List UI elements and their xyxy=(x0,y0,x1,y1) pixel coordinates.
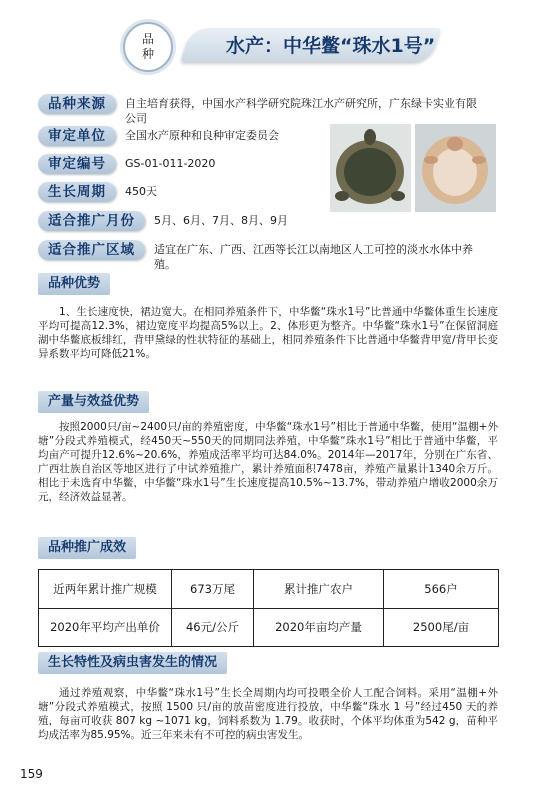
section-title-growth: 生长特性及病虫害发生的情况 xyxy=(38,652,227,674)
promotion-table xyxy=(38,569,499,647)
label-cycle: 生长周期 xyxy=(38,182,116,202)
section-text-benefit: 按照2000只/亩~2400只/亩的养殖密度，中华鳖“珠水1号”相比于普通中华鳖，使用“温棚+外塘”分段式养殖模式，经450天~550天的同期同法养殖，中华鳖“珠水1号”相比于普通中华鳖，平均亩产可提升12.6%~20.6%，养殖成活率平均可达84.0%。2014年—2017年，分别在广东省、广西壮族自治区等地区进行了中试养殖推广，累计养殖面积7478亩，养殖产量累计1340余万斤。相比于未选育中华鳖，中华鳖“珠水1号”生长速度提高10.5%~13.7%，带动养殖户增收2000余万元，经济效益显著。 xyxy=(38,421,498,503)
info-row-region xyxy=(38,240,492,272)
turtle-photos xyxy=(330,124,497,212)
turtle-dorsal-photo xyxy=(330,124,411,212)
table-row xyxy=(39,608,499,647)
info-row-source xyxy=(38,94,498,126)
section-title-benefit: 产量与效益优势 xyxy=(38,391,149,413)
table-cell: 673万尾 xyxy=(172,570,254,609)
page-number: 159 xyxy=(20,767,43,781)
table-row xyxy=(39,570,499,609)
section-text-growth: 通过养殖观察，中华鳖“珠水1号”生长全周期内均可投喂全价人工配合饲料。采用“温棚+外塘”分段式养殖模式，按照 1500 只/亩的放苗密度进行投放，中华鳖“珠水 1 号”经过450 天的养殖，每亩可收获 807 kg ~1071 kg，饲料系数为 1.79。收获时，个体平均体重为542 g，苗种平均成活率为85.95%。近三年来未有不可控的病虫害发生。 xyxy=(38,687,498,741)
table-cell: 566户 xyxy=(384,570,499,609)
table-cell: 累计推广农户 xyxy=(254,570,384,609)
label-region: 适合推广区域 xyxy=(38,240,145,260)
table-cell: 近两年累计推广规模 xyxy=(39,570,172,609)
table-cell: 2500尾/亩 xyxy=(384,608,499,647)
value-region: 适宜在广东、广西、江西等长江以南地区人工可控的淡水水体中养殖。 xyxy=(154,243,473,271)
label-code: 审定编号 xyxy=(38,154,116,174)
category-badge xyxy=(123,22,173,72)
page-title: 水产：中华鳖“珠水1号” xyxy=(226,35,436,57)
table-cell: 46元/公斤 xyxy=(172,608,254,647)
value-cycle: 450天 xyxy=(125,185,157,198)
label-months: 适合推广月份 xyxy=(38,211,145,231)
value-code: GS-01-011-2020 xyxy=(125,157,216,170)
section-title-advantage: 品种优势 xyxy=(38,273,110,295)
section-title-promotion: 品种推广成效 xyxy=(38,537,136,559)
badge-line-2: 种 xyxy=(141,47,154,61)
info-row-months xyxy=(38,211,288,231)
value-months: 5月、6月、7月、8月、9月 xyxy=(154,214,288,227)
turtle-ventral-photo xyxy=(415,124,496,212)
badge-line-1: 品 xyxy=(141,32,154,46)
info-row-authority xyxy=(38,126,279,146)
table-cell: 2020年平均产出单价 xyxy=(39,608,172,647)
value-source: 自主培育获得，中国水产科学研究院珠江水产研究所，广东绿卡实业有限公司 xyxy=(125,97,477,125)
value-authority: 全国水产原种和良种审定委员会 xyxy=(125,129,279,142)
info-row-code xyxy=(38,154,215,174)
info-row-cycle xyxy=(38,182,157,202)
table-cell: 2020年亩均产量 xyxy=(254,608,384,647)
label-authority: 审定单位 xyxy=(38,126,116,146)
section-text-advantage: 1、生长速度快，裙边宽大。在相同养殖条件下，中华鳖“珠水1号”比普通中华鳖体重生长速度平均可提高12.3%，裙边宽度平均提高5%以上。2、体形更为整齐。中华鳖“珠水1号”在保留洞庭湖中华鳖底板绯红，背甲黛绿的性状特征的基础上，相同养殖条件下比普通中华鳖背甲宽/背甲长变异系数平均可降低21%。 xyxy=(38,306,498,360)
label-source: 品种来源 xyxy=(38,94,116,114)
